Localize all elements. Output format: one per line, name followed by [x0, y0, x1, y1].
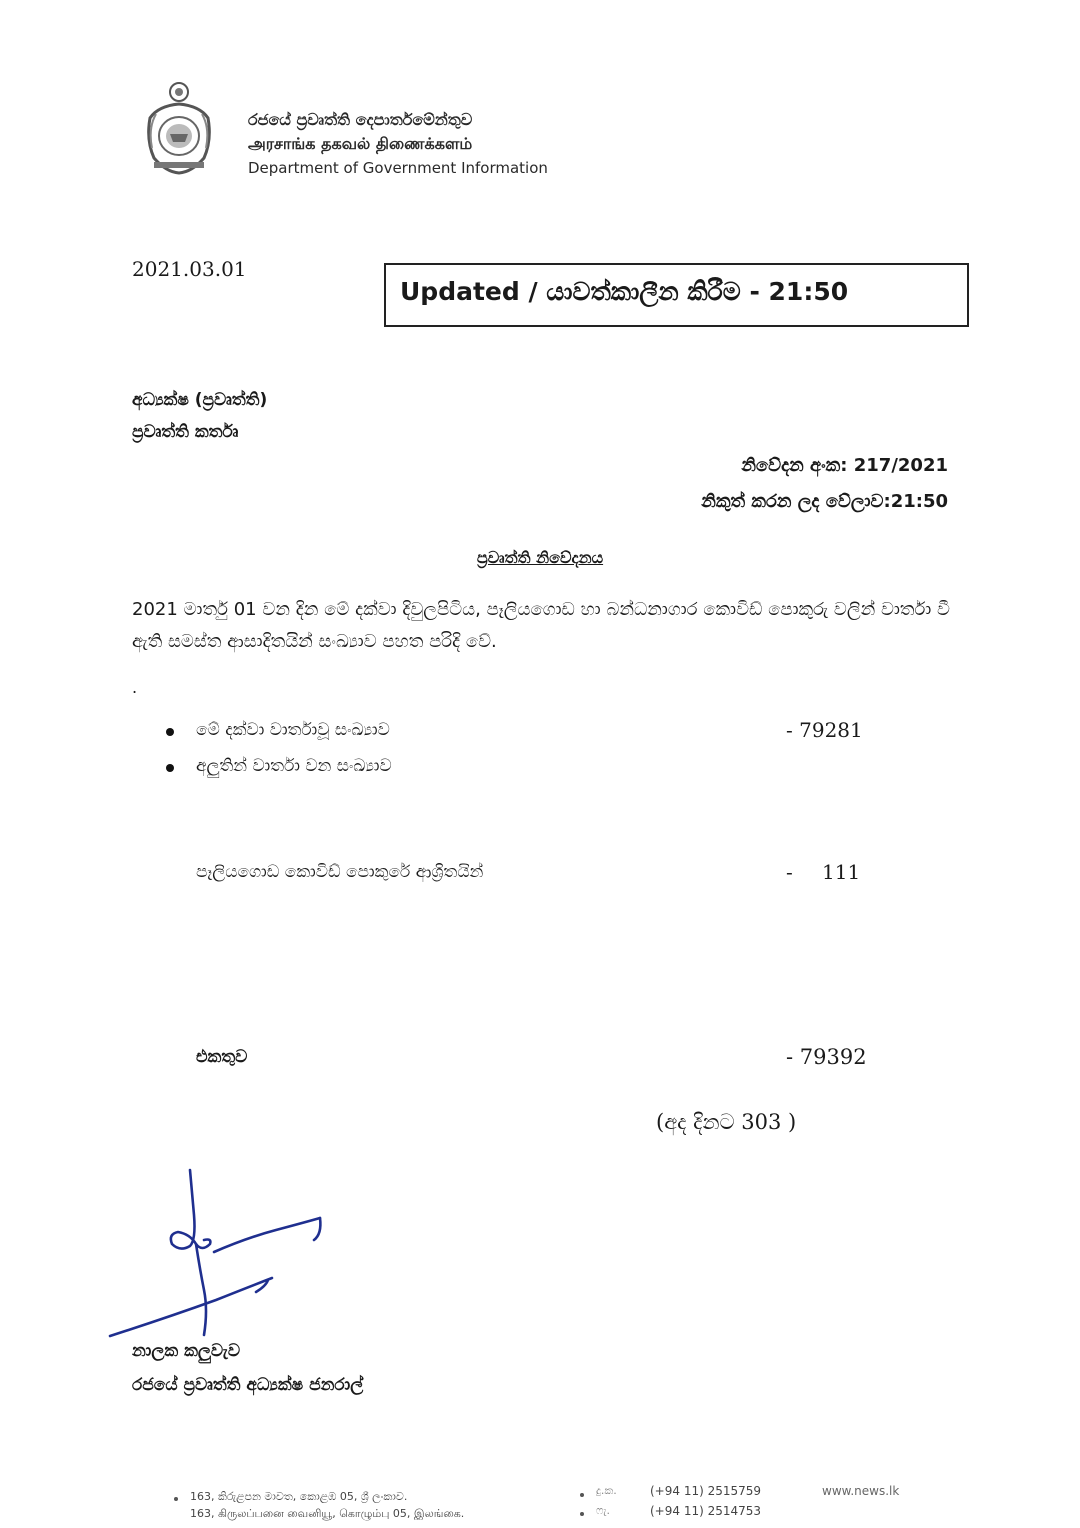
website-link[interactable]: www.news.lk — [822, 1484, 900, 1498]
total-value: - 79392 — [786, 1045, 867, 1069]
footer-address-sinhala: 163, කිරුළපන මාවත, කොළඹ 05, ශ්‍රී ලංකාව. — [190, 1490, 408, 1503]
item-label-newly-reported: අලුතින් වාර්තා වන සංඛ්‍යාව — [196, 756, 392, 776]
total-label: එකතුව — [196, 1047, 248, 1067]
signatory-block — [132, 1334, 363, 1402]
fax-label: ෆැ. — [596, 1504, 611, 1517]
bullet-icon — [166, 728, 174, 736]
release-number: නිවේදන අංක: 217/2021 — [741, 455, 948, 476]
fax-bullet-icon — [580, 1512, 584, 1516]
fax-number: (+94 11) 2514753 — [650, 1504, 762, 1518]
sub-item-dash: - — [786, 860, 793, 884]
body-paragraph: 2021 මාර්තු 01 වන දින මේ දක්වා දිවුලපිටිය, පෑලියගොඩ හා බන්ධනාගාර කොවිඩ් පොකුරු වලින් වාර්තා වී ඇති සමස්ත ආසාදිතයින් සංඛ්‍යාව පහත පරිදි වේ. — [132, 599, 950, 652]
footer-address-tamil: 163, கிருலப்பனை வைனியூ, கொழும்பு 05, இலங்கை. — [190, 1507, 465, 1520]
department-header — [248, 108, 548, 180]
item-value-reported-to-date: - 79281 — [786, 718, 863, 742]
today-count-note: (අද දිනට 303 ) — [656, 1110, 797, 1134]
phone-bullet-icon — [580, 1493, 584, 1497]
item-label-reported-to-date: මේ දක්වා වාර්තාවූ සංඛ්‍යාව — [196, 720, 390, 740]
phone-label: දු.ක. — [596, 1484, 617, 1497]
addressee-line-1: අධ්‍යක්ෂ (ප්‍රවෘත්ති) — [132, 390, 268, 410]
sub-item-label-peliyagoda: පෑලියගොඩ කොවිඩ් පොකුරේ ආශ්‍රිතයින් — [196, 862, 484, 882]
signatory-title: රජයේ ප්‍රවෘත්ති අධ්‍යක්ෂ ජනරාල් — [132, 1375, 364, 1395]
press-release-title: ප්‍රවෘත්ති නිවේදනය — [476, 548, 604, 567]
sub-item-value-peliyagoda: 111 — [822, 860, 861, 884]
footer-bullet-icon — [174, 1497, 178, 1501]
update-banner: Updated / යාවත්කාලීන කිරීම - 21:50 — [384, 263, 969, 327]
addressee-block — [132, 384, 267, 448]
department-name-english: Department of Government Information — [248, 159, 548, 177]
phone-number: (+94 11) 2515759 — [650, 1484, 762, 1498]
signatory-name: නාලක කලුවැව — [132, 1341, 241, 1361]
document-date: 2021.03.01 — [132, 257, 247, 281]
department-name-sinhala: රජයේ ප්‍රවෘත්ති දෙපාර්තමේන්තුව — [248, 110, 473, 129]
stray-mark: . — [132, 678, 138, 697]
department-name-tamil: அரசாங்க தகவல் திணைக்களம் — [248, 134, 473, 153]
handwritten-signature — [96, 1160, 336, 1350]
sri-lanka-emblem-icon — [140, 78, 218, 176]
reference-block — [701, 448, 948, 520]
addressee-line-2: ප්‍රවෘත්ති කර්තෘ — [132, 422, 239, 442]
bullet-icon — [166, 764, 174, 772]
release-time: නිකුත් කරන ලද වේලාව:21:50 — [701, 491, 948, 512]
